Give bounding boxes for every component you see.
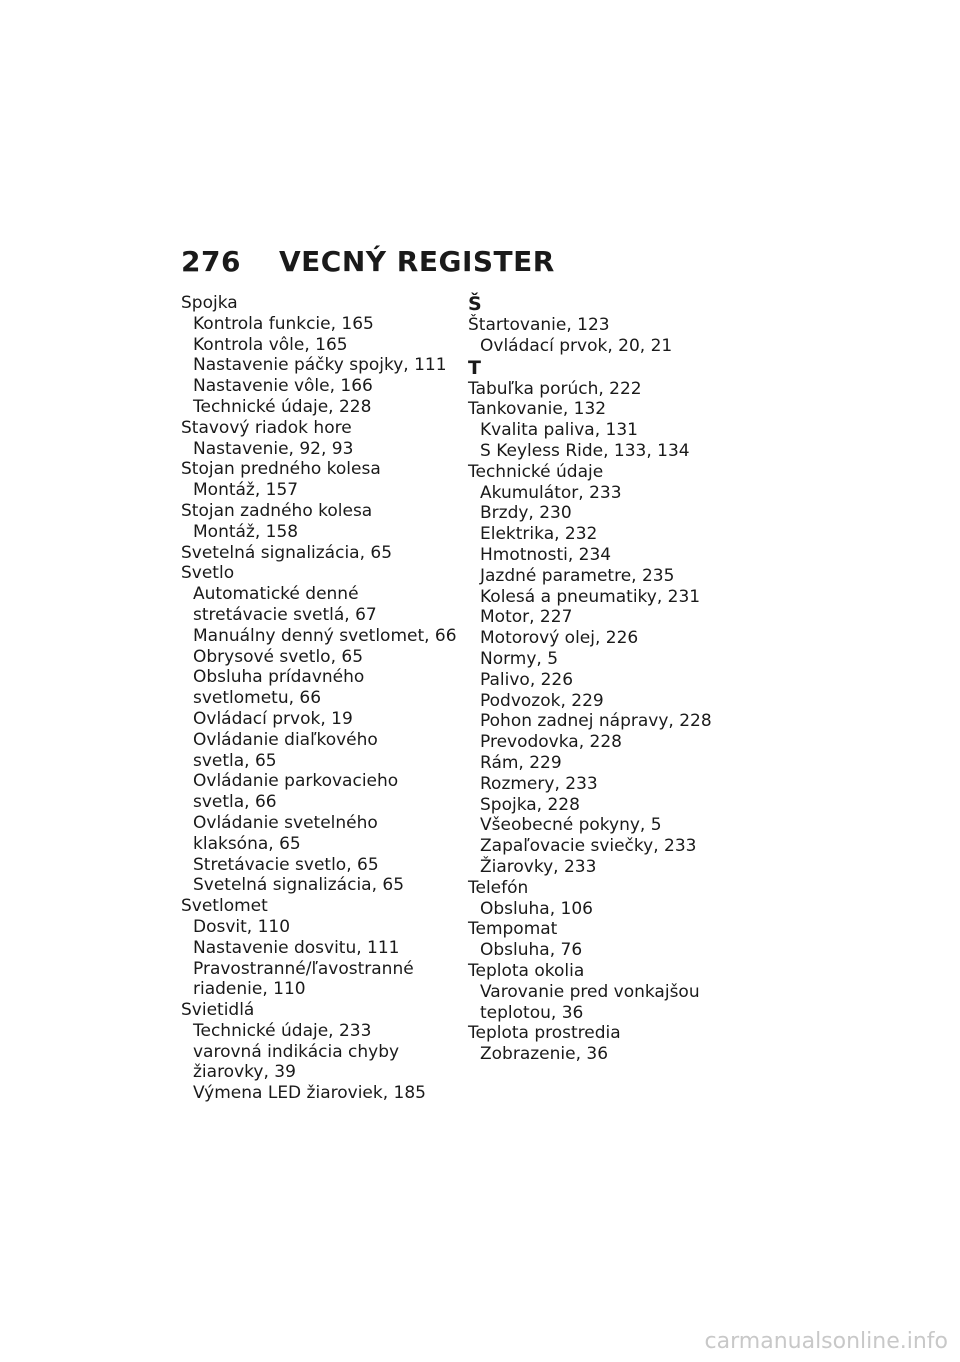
- index-subentry: [181, 667, 461, 709]
- index-subentry-line: Prevodovka, 228: [480, 732, 622, 753]
- index-subentry: [468, 857, 768, 878]
- index-subentry-line: Pravostranné/ľavostranné: [193, 958, 414, 979]
- index-subentry: [468, 899, 768, 920]
- index-subentry-line: Stretávacie svetlo, 65: [193, 854, 379, 875]
- index-entry: Svetlo: [181, 563, 235, 584]
- index-subentry: [181, 917, 461, 938]
- index-subentry-line: Montáž, 158: [193, 521, 299, 542]
- index-subentry-line: Ovládanie svetelného: [193, 812, 378, 833]
- index-entry: Stavový riadok hore: [181, 417, 352, 438]
- index-subentry: [468, 566, 768, 587]
- index-subentry: [468, 670, 768, 691]
- index-subentry-line: Nastavenie dosvitu, 111: [193, 937, 400, 958]
- index-subentry-line: Obrysové svetlo, 65: [193, 646, 364, 667]
- index-entry: Teplota okolia: [468, 960, 585, 981]
- index-subentry-line: Akumulátor, 233: [480, 482, 622, 503]
- index-subentry-line: žiarovky, 39: [193, 1062, 296, 1083]
- index-subentry-line: Motor, 227: [480, 607, 573, 628]
- index-subentry: [181, 376, 461, 397]
- index-subentry-line: Jazdné parametre, 235: [480, 565, 675, 586]
- index-subentry-line: svetla, 65: [193, 750, 277, 771]
- index-subentry-line: S Keyless Ride, 133, 134: [480, 440, 690, 461]
- index-subentry: [468, 587, 768, 608]
- index-subentry-line: Obsluha prídavného: [193, 667, 365, 688]
- index-subentry: [468, 753, 768, 774]
- index-subentry-line: Kvalita paliva, 131: [480, 420, 638, 441]
- index-subentry-line: Rám, 229: [480, 752, 562, 773]
- page-title: VECNÝ REGISTER: [279, 245, 555, 278]
- index-subentry-line: Podvozok, 229: [480, 690, 604, 711]
- index-subentry: [181, 813, 461, 855]
- index-entry: Tabuľka porúch, 222: [468, 378, 642, 399]
- index-subentry: [468, 441, 768, 462]
- index-subentry: [468, 1044, 768, 1065]
- index-subentry-line: Žiarovky, 233: [480, 856, 597, 877]
- index-subentry: [468, 815, 768, 836]
- index-entry: Svetlomet: [181, 896, 268, 917]
- index-entry: Spojka: [181, 293, 238, 313]
- index-subentry-line: Manuálny denný svetlomet, 66: [193, 625, 457, 646]
- index-subentry: [181, 355, 461, 376]
- index-entry: Technické údaje: [468, 461, 604, 482]
- index-subentry-line: Ovládací prvok, 20, 21: [480, 335, 673, 356]
- index-subentry: [181, 1021, 461, 1042]
- index-subentry: [181, 959, 461, 1001]
- index-entry: Tempomat: [468, 919, 558, 940]
- index-subentry: [468, 545, 768, 566]
- index-letter-heading: T: [468, 356, 481, 379]
- index-entry: Telefón: [468, 877, 529, 898]
- index-subentry: [181, 397, 461, 418]
- index-subentry: [181, 584, 461, 626]
- index-subentry-line: Elektrika, 232: [480, 524, 598, 545]
- index-entry: Teplota prostredia: [468, 1023, 621, 1044]
- index-subentry: [468, 691, 768, 712]
- index-subentry-line: svetla, 66: [193, 792, 277, 813]
- index-subentry-line: klaksóna, 65: [193, 833, 301, 854]
- index-column-left: [181, 293, 461, 1104]
- index-subentry: [468, 336, 768, 357]
- index-entry: Stojan zadného kolesa: [181, 500, 373, 521]
- index-subentry-line: Automatické denné: [193, 584, 359, 605]
- index-subentry: [181, 480, 461, 501]
- index-subentry: [468, 982, 768, 1024]
- index-subentry: [468, 607, 768, 628]
- index-subentry-line: Kolesá a pneumatiky, 231: [480, 586, 701, 607]
- index-subentry-line: Nastavenie páčky spojky, 111: [193, 355, 447, 376]
- index-subentry-line: Ovládanie diaľkového: [193, 729, 378, 750]
- index-subentry-line: Zobrazenie, 36: [480, 1044, 609, 1065]
- index-subentry-line: svetlometu, 66: [193, 688, 322, 709]
- index-subentry-line: Svetelná signalizácia, 65: [193, 875, 405, 896]
- index-subentry: [468, 483, 768, 504]
- index-subentry: [468, 628, 768, 649]
- index-subentry-line: Varovanie pred vonkajšou: [480, 981, 700, 1002]
- index-subentry: [181, 771, 461, 813]
- index-subentry-line: Obsluha, 106: [480, 898, 593, 919]
- index-subentry: [181, 1042, 461, 1084]
- index-subentry-line: varovná indikácia chyby: [193, 1041, 400, 1062]
- index-subentry: [181, 875, 461, 896]
- index-subentry-line: Zapaľovacie sviečky, 233: [480, 836, 697, 857]
- index-subentry-line: Obsluha, 76: [480, 940, 583, 961]
- index-subentry-line: Kontrola vôle, 165: [193, 334, 348, 355]
- index-subentry: [468, 649, 768, 670]
- page-header: [181, 244, 555, 280]
- index-subentry-line: Všeobecné pokyny, 5: [480, 815, 662, 836]
- index-subentry-line: teplotou, 36: [480, 1002, 584, 1023]
- index-subentry-line: Nastavenie, 92, 93: [193, 438, 354, 459]
- index-subentry-line: Pohon zadnej nápravy, 228: [480, 711, 712, 732]
- index-entry: Stojan predného kolesa: [181, 459, 381, 480]
- index-subentry: [181, 439, 461, 460]
- index-subentry-line: Technické údaje, 228: [193, 396, 372, 417]
- index-subentry-line: Brzdy, 230: [480, 503, 572, 524]
- index-subentry-line: Nastavenie vôle, 166: [193, 376, 373, 397]
- index-subentry: [468, 774, 768, 795]
- index-subentry: [468, 420, 768, 441]
- index-subentry-line: Výmena LED žiaroviek, 185: [193, 1083, 426, 1104]
- index-subentry: [181, 855, 461, 876]
- index-entry: Svietidlá: [181, 1000, 255, 1021]
- index-subentry-line: riadenie, 110: [193, 979, 306, 1000]
- index-subentry: [181, 314, 461, 335]
- index-subentry-line: Dosvit, 110: [193, 916, 291, 937]
- index-subentry-line: Kontrola funkcie, 165: [193, 313, 374, 334]
- index-subentry: [181, 626, 461, 647]
- index-subentry: [181, 335, 461, 356]
- index-subentry: [468, 940, 768, 961]
- watermark: carmanualsonline.info: [704, 1329, 948, 1354]
- index-column-right: [468, 293, 768, 1065]
- index-subentry-line: Normy, 5: [480, 648, 559, 669]
- index-subentry-line: Rozmery, 233: [480, 773, 598, 794]
- index-entry: Štartovanie, 123: [468, 315, 610, 335]
- index-subentry: [181, 730, 461, 772]
- index-subentry: [181, 522, 461, 543]
- index-entry: Tankovanie, 132: [468, 399, 607, 420]
- index-subentry-line: Technické údaje, 233: [193, 1020, 372, 1041]
- index-subentry: [181, 647, 461, 668]
- page-number: 276: [181, 245, 241, 278]
- index-subentry: [468, 836, 768, 857]
- index-subentry: [468, 795, 768, 816]
- index-entry: Svetelná signalizácia, 65: [181, 542, 393, 563]
- index-subentry-line: Ovládací prvok, 19: [193, 708, 353, 729]
- index-subentry: [468, 732, 768, 753]
- index-subentry-line: Ovládanie parkovacieho: [193, 771, 399, 792]
- index-subentry-line: Montáž, 157: [193, 480, 299, 501]
- index-subentry: [468, 503, 768, 524]
- index-subentry: [181, 938, 461, 959]
- index-subentry-line: stretávacie svetlá, 67: [193, 604, 377, 625]
- index-subentry: [468, 524, 768, 545]
- index-letter-heading: Š: [468, 293, 482, 315]
- index-subentry: [468, 711, 768, 732]
- index-subentry-line: Motorový olej, 226: [480, 628, 639, 649]
- index-subentry: [181, 1083, 461, 1104]
- index-subentry-line: Spojka, 228: [480, 794, 580, 815]
- index-subentry-line: Palivo, 226: [480, 669, 574, 690]
- index-subentry: [181, 709, 461, 730]
- index-subentry-line: Hmotnosti, 234: [480, 544, 612, 565]
